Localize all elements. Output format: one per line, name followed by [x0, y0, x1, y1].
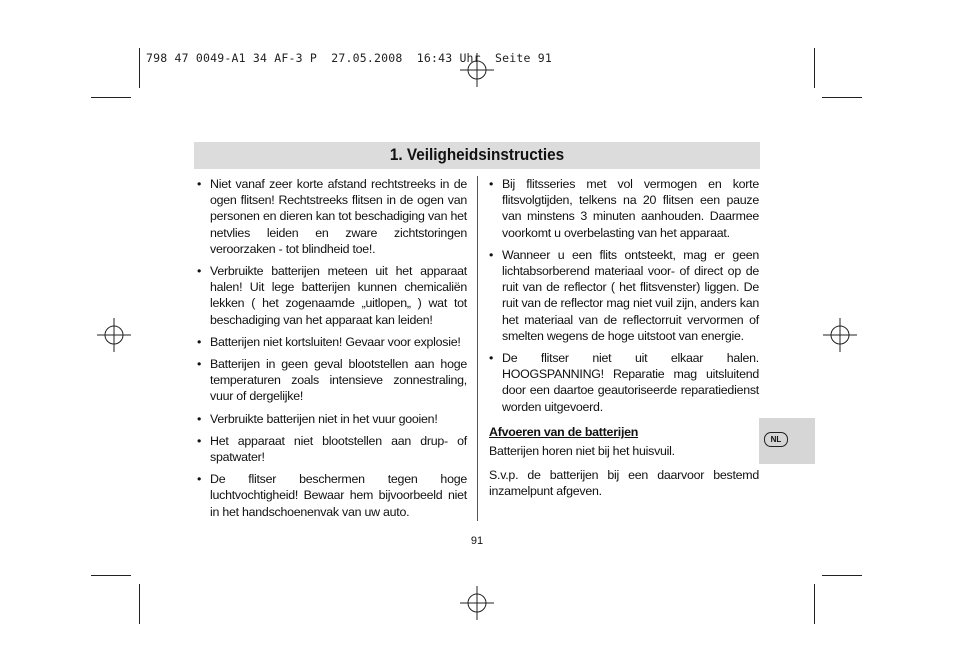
crop-mark	[822, 97, 862, 98]
list-item-text: Batterijen in geen geval blootstellen aan hoge temperaturen zoals intensieve zonnestraling, vuur of dergelijke!	[210, 357, 467, 404]
list-item	[197, 471, 467, 520]
bullet-icon: •	[197, 433, 202, 448]
list-item	[197, 433, 467, 465]
column-divider	[477, 176, 478, 521]
bullet-icon: •	[197, 177, 202, 191]
list-item-text: Bij flitsseries met vol vermogen en korte flitsvolgtijden, telkens na 20 flitsen een pauze van minstens 3 minuten aanhouden. Daarmee voorkomt u overbelasting van het apparaat.	[502, 177, 759, 240]
list-item-text: De flitser niet uit elkaar halen. HOOGSPANNING! Reparatie mag uitsluitend door een daartoe geautoriseerde reparatiedienst worden uitgevoerd.	[502, 351, 759, 414]
list-item-text: Verbruikte batterijen niet in het vuur gooien!	[210, 411, 438, 426]
list-item-text: Verbruikte batterijen meteen uit het apparaat halen! Uit lege batterijen kunnen chemicaliën lekken ( het zogenaamde „uitlopen„ ) wat tot beschadiging van het apparaat kan leiden!	[210, 264, 467, 327]
registration-mark-icon	[97, 318, 131, 352]
battery-disposal-paragraph: S.v.p. de batterijen bij een daarvoor bestemd inzamelpunt afgeven.	[489, 468, 759, 499]
bullet-icon: •	[489, 247, 494, 262]
list-item	[489, 350, 759, 415]
list-item	[489, 247, 759, 344]
list-item-text: Wanneer u een flits ontsteekt, mag er geen lichtabsorberend materiaal voor- of direct op de ruit van de reflector ( het flitsvenster) liggen. De ruit van de reflector mag niet vuil zijn, anders kan het materiaal van de reflectorruit vervormen of smelten wegens de hoge uitstoot van energie.	[502, 247, 759, 343]
bullet-icon: •	[489, 351, 494, 366]
bullet-icon: •	[197, 357, 202, 372]
list-item	[197, 176, 467, 257]
safety-list	[197, 176, 467, 520]
list-item-text: Het apparaat niet blootstellen aan drup- of spatwater!	[210, 433, 467, 465]
crop-mark	[814, 48, 815, 88]
crop-mark	[91, 575, 131, 576]
section-title-bar	[194, 142, 760, 169]
list-item-text: De flitser beschermen tegen hoge luchtvochtigheid! Bewaar hem bijvoorbeeld niet in het handschoenenvak van uw auto.	[210, 472, 467, 519]
list-item	[197, 263, 467, 328]
page-number: 91	[470, 535, 484, 547]
crop-mark	[822, 575, 862, 576]
section-title: 1. Veiligheidsinstructies	[389, 145, 565, 164]
language-tab	[759, 418, 815, 464]
list-item-text: Batterijen niet kortsluiten! Gevaar voor explosie!	[210, 334, 461, 349]
bullet-icon: •	[197, 411, 202, 426]
list-item	[197, 334, 467, 350]
language-badge: NL	[764, 432, 788, 447]
bullet-icon: •	[489, 177, 494, 191]
crop-mark	[139, 48, 140, 88]
battery-disposal-paragraph: Batterijen horen niet bij het huisvuil.	[489, 443, 675, 458]
registration-mark-icon	[460, 586, 494, 620]
list-item	[489, 176, 759, 241]
bullet-icon: •	[197, 334, 202, 349]
print-header: 798 47 0049-A1 34 AF-3 P 27.05.2008 16:43 Uhr Seite 91	[146, 51, 553, 65]
battery-disposal-heading: Afvoeren van de batterijen	[489, 424, 639, 439]
list-item-text: Niet vanaf zeer korte afstand rechtstreeks in de ogen flitsen! Rechtstreeks flitsen in de ogen van personen en dieren kan tot beschadiging van het netvlies leiden en zware zichtstoringen veroorzaken - tot blindheid toe!.	[210, 177, 467, 256]
crop-mark	[139, 584, 140, 624]
bullet-icon: •	[197, 264, 202, 279]
safety-list	[489, 176, 759, 415]
registration-mark-icon	[823, 318, 857, 352]
right-column	[489, 176, 759, 507]
crop-mark	[91, 97, 131, 98]
list-item	[197, 356, 467, 405]
list-item	[197, 411, 467, 427]
crop-mark	[814, 584, 815, 624]
bullet-icon: •	[197, 472, 202, 487]
left-column	[197, 176, 467, 526]
